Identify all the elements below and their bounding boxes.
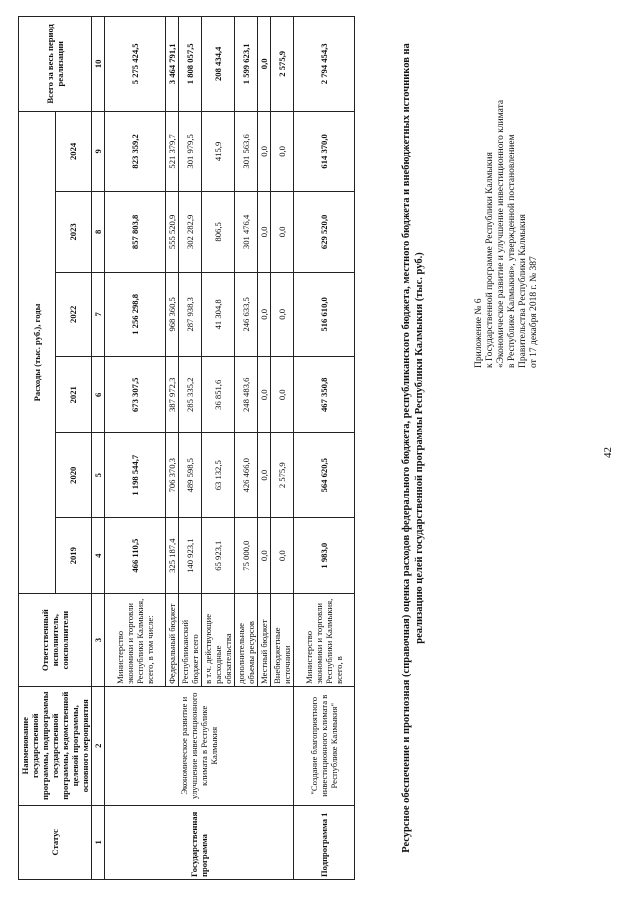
total-cell: 5 275 424,5 [105, 17, 166, 112]
executor-header: Ответственный исполнитель, соисполнители [19, 594, 92, 687]
value-cell: 301 476,4 [235, 192, 258, 272]
total-cell: 1 599 623,1 [235, 17, 258, 112]
value-cell: 1 256 298,8 [105, 272, 166, 356]
value-cell: 387 972,3 [166, 357, 179, 433]
year-header: 2024 [55, 111, 92, 192]
value-cell: 285 335,2 [179, 357, 202, 433]
status-cell: Подпрограмма 1 [294, 805, 355, 879]
appendix-note [474, 48, 540, 368]
year-header: 2023 [55, 192, 92, 272]
value-cell: 614 370,0 [294, 111, 355, 192]
value-cell: 0,0 [258, 517, 271, 593]
executor-cell: Местный бюджет [258, 594, 271, 687]
value-cell: 302 282,9 [179, 192, 202, 272]
column-number-row [92, 17, 105, 880]
year-header: 2022 [55, 272, 92, 356]
total-cell: 208 434,4 [202, 17, 235, 112]
executor-cell: Федеральный бюджет [166, 594, 179, 687]
appendix-line: Правительства Республики Калмыкия [518, 214, 528, 368]
year-header: 2019 [55, 517, 92, 593]
value-cell: 0,0 [271, 357, 294, 433]
value-cell: 0,0 [258, 192, 271, 272]
value-cell: 673 307,5 [105, 357, 166, 433]
page-number: 42 [602, 447, 614, 458]
value-cell: 41 304,8 [202, 272, 235, 356]
value-cell: 325 187,4 [166, 517, 179, 593]
name-header: Наименование государственной программы, подпрограммы государственной программы, ведомственной целевой программы, основного мероприятия [19, 686, 92, 805]
value-cell: 301 979,5 [179, 111, 202, 192]
value-cell: 706 370,3 [166, 433, 179, 517]
value-cell: 301 563,6 [235, 111, 258, 192]
value-cell: 0,0 [258, 357, 271, 433]
executor-cell: Республиканский бюджет всего [179, 594, 202, 687]
value-cell: 75 000,0 [235, 517, 258, 593]
value-cell: 0,0 [271, 111, 294, 192]
executor-cell: в т.ч. действующие расходные обязательства [202, 594, 235, 687]
total-cell: 2 794 454,3 [294, 17, 355, 112]
value-cell: 0,0 [271, 517, 294, 593]
value-cell: 823 359,2 [105, 111, 166, 192]
document-page [10, 8, 630, 888]
value-cell: 248 483,6 [235, 357, 258, 433]
column-number: 3 [92, 594, 105, 687]
column-number: 7 [92, 272, 105, 356]
total-cell: 1 808 057,5 [179, 17, 202, 112]
appendix-line: «Экономическое развитие и улучшение инвестиционного климата [496, 99, 506, 368]
header-row [19, 17, 56, 880]
value-cell: 467 350,8 [294, 357, 355, 433]
value-cell: 466 110,5 [105, 517, 166, 593]
column-number: 1 [92, 805, 105, 879]
value-cell: 0,0 [258, 272, 271, 356]
value-cell: 806,5 [202, 192, 235, 272]
year-header: 2021 [55, 357, 92, 433]
value-cell: 629 520,0 [294, 192, 355, 272]
value-cell: 555 520,9 [166, 192, 179, 272]
value-cell: 140 923,1 [179, 517, 202, 593]
value-cell: 1 983,0 [294, 517, 355, 593]
column-number: 8 [92, 192, 105, 272]
table-row [294, 17, 355, 880]
executor-cell: дополнительные объемы ресурсов [235, 594, 258, 687]
value-cell: 246 633,5 [235, 272, 258, 356]
value-cell: 415,9 [202, 111, 235, 192]
value-cell: 516 610,0 [294, 272, 355, 356]
executor-cell: Министерство экономики и торговли Республики Калмыкия, всего, в том числе: [105, 594, 166, 687]
total-cell: 0,0 [258, 17, 271, 112]
column-number: 6 [92, 357, 105, 433]
status-cell: Государственная программа [105, 805, 294, 879]
value-cell: 2 575,9 [271, 433, 294, 517]
value-cell: 564 620,5 [294, 433, 355, 517]
column-number: 9 [92, 111, 105, 192]
column-number: 10 [92, 17, 105, 112]
column-number: 4 [92, 517, 105, 593]
value-cell: 1 198 544,7 [105, 433, 166, 517]
appendix-line: Приложение № 6 [474, 298, 484, 368]
expenses-header: Расходы (тыс. руб.), годы [19, 111, 56, 594]
value-cell: 489 598,5 [179, 433, 202, 517]
appendix-line: в Республике Калмыкия», утвержденной постановлением [507, 134, 517, 368]
value-cell: 287 938,3 [179, 272, 202, 356]
appendix-line: от 17 декабря 2018 г. № 387 [529, 256, 539, 368]
executor-cell: Министерство экономики и торговли Республики Калмыкия, всего, в [294, 594, 355, 687]
value-cell: 521 379,7 [166, 111, 179, 192]
program-name-cell: "Создание благоприятного инвестиционного климата в Республике Калмыкия" [294, 686, 355, 805]
value-cell: 36 851,6 [202, 357, 235, 433]
value-cell: 65 923,1 [202, 517, 235, 593]
value-cell: 0,0 [271, 272, 294, 356]
status-header: Статус [19, 805, 92, 879]
value-cell: 63 132,5 [202, 433, 235, 517]
budget-table [18, 16, 355, 880]
value-cell: 0,0 [258, 111, 271, 192]
program-name-cell: Экономическое развитие и улучшение инвестиционного климата в Республике Калмыкия [105, 686, 294, 805]
total-cell: 2 575,9 [271, 17, 294, 112]
table-row [105, 17, 166, 880]
value-cell: 968 360,5 [166, 272, 179, 356]
column-number: 5 [92, 433, 105, 517]
document-title: Ресурсное обеспечение и прогнозная (справочная) оценка расходов федерального бюджета, республиканского бюджета, местного бюджета и внебюджетных источников на реализацию целей государственной программы Республики Калмыкия (тыс. руб.) [401, 43, 425, 853]
total-header: Всего за весь период реализации [19, 17, 92, 112]
table-body [105, 17, 355, 880]
appendix-line: к Государственной программе Республики Калмыкия [485, 152, 495, 368]
executor-cell: Внебюджетные источники [271, 594, 294, 687]
value-cell: 426 466,0 [235, 433, 258, 517]
value-cell: 0,0 [271, 192, 294, 272]
value-cell: 0,0 [258, 433, 271, 517]
year-header: 2020 [55, 433, 92, 517]
value-cell: 857 803,8 [105, 192, 166, 272]
column-number: 2 [92, 686, 105, 805]
total-cell: 3 464 791,1 [166, 17, 179, 112]
